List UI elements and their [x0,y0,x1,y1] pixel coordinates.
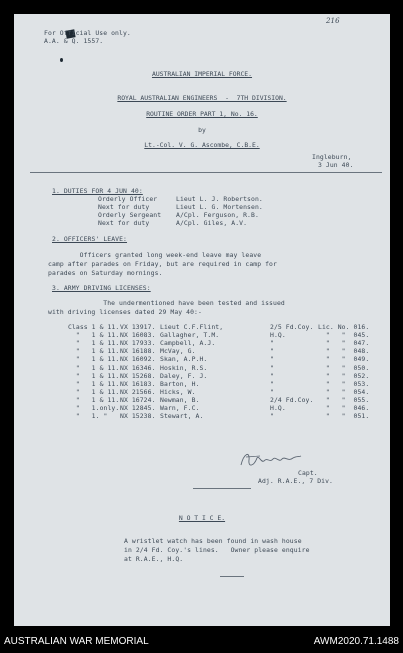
service-number: NX 17933. [120,339,156,348]
driver-unit: " [270,412,274,421]
license-class: " 1 & 11. [68,339,120,348]
end-rule [220,576,244,577]
service-number: NX 16346. [120,363,156,372]
license-number: " " 052. [318,371,370,380]
duty-role: Next for duty [98,203,150,211]
section-2-heading: 2. OFFICERS' LEAVE: [52,235,128,243]
driver-name: Daley, F. J. [160,371,208,380]
footer-credit: AUSTRALIAN WAR MEMORIAL [4,636,149,647]
driver-name: Barton, H. [160,379,200,388]
signature-title: Adj. R.A.E., 7 Div. [258,477,334,485]
license-number: " " 054. [318,387,370,396]
service-number: NX 15268. [120,371,156,380]
service-number: NX 16183. [120,379,156,388]
driver-name: McVay, G. [160,347,196,356]
separator-rule [193,488,251,489]
driver-name: Newman, B. [160,395,200,404]
duty-name: Lieut L. G. Mortensen. [176,203,263,211]
service-number: NX 12845. [120,404,156,412]
place: Ingleburn, [312,153,352,161]
file-reference: A.A. & Q. 1557. [44,37,104,45]
driver-name: Warn, F.C. [160,404,200,412]
header-rule [30,172,382,173]
driver-unit: " [270,371,274,380]
duty-role: Orderly Sergeant [98,211,162,219]
section-3-heading: 3. ARMY DRIVING LICENSES: [52,284,151,292]
document-page [14,14,390,626]
section-3-line: The undermentioned have been tested and issued [48,299,285,307]
driver-name: Gallagher, T.M. [160,331,220,340]
license-number: " " 047. [318,339,370,348]
license-class: " 1 & 11. [68,331,120,340]
driver-name: Campbell, A.J. [160,339,216,348]
order-date: 3 Jun 40. [318,161,354,169]
license-class: " 1 & 11. [68,347,120,356]
notice-line: at R.A.E., H.Q. [124,555,184,563]
signature [238,448,304,472]
driver-unit: 2/5 Fd.Coy. [270,323,314,331]
driver-unit: H.Q. [270,404,286,412]
punch-hole [60,58,63,62]
driver-name: Skan, A.P.H. [160,355,208,364]
driver-unit: " [270,339,274,348]
driver-name: Hoskin, R.S. [160,363,208,372]
service-number: NX 15238. [120,412,156,421]
license-class: " 1.only. [68,404,120,412]
footer-accession-number: AWM2020.71.1488 [313,636,399,647]
driver-unit: " [270,355,274,364]
service-number: VX 13917. [120,323,156,331]
license-number: " " 048. [318,347,370,356]
driver-name: Stewart, A. [160,412,204,421]
driver-name: Hicks, W. [160,387,196,396]
license-number: " " 050. [318,363,370,372]
duty-role: Next for duty [98,219,150,227]
service-number: NX 16188. [120,347,156,356]
notice-heading: N O T I C E. [178,514,226,522]
official-use-line: For Official Use only. [44,29,131,37]
service-number: NX 21566. [120,387,156,396]
driver-unit: " [270,387,274,396]
title-force: AUSTRALIAN IMPERIAL FORCE. [151,70,253,78]
service-number: NX 16092. [120,355,156,364]
license-number: " " 053. [318,379,370,388]
duty-name: Lieut L. J. Robertson. [176,195,263,203]
license-class: " 1 & 11. [68,355,120,364]
handwritten-note: 216 [326,17,340,25]
section-2-line: Officers granted long week-end leave may leave [48,251,262,259]
section-2-line: parades on Saturday mornings. [48,269,163,277]
license-class: Class 1 & 11. [68,323,120,331]
notice-line: in 2/4 Fd. Coy.'s lines. Owner please enquire [124,546,310,554]
license-number: " " 045. [318,331,370,340]
license-class: " 1. " [68,412,108,421]
driver-unit: " [270,363,274,372]
driver-unit: 2/4 Fd.Coy. [270,395,314,404]
license-class: " 1 & 11. [68,395,120,404]
title-order: ROUTINE ORDER PART 1, No. 16. [146,110,258,118]
footer-bar [0,632,403,653]
license-number: " " 055. [318,395,370,404]
license-class: " 1 & 11. [68,387,120,396]
service-number: NX 16724. [120,395,156,404]
driver-unit: " [270,347,274,356]
duty-name: A/Cpl. Ferguson, R.B. [176,211,259,219]
license-number: " " 046. [318,404,370,412]
driver-unit: H.Q. [270,331,286,340]
license-class: " 1 & 11. [68,371,120,380]
duty-role: Orderly Officer [98,195,158,203]
license-number: Lic. No. 016. [318,323,370,331]
title-unit: ROYAL AUSTRALIAN ENGINEERS - 7TH DIVISION. [117,94,287,102]
section-1-heading: 1. DUTIES FOR 4 JUN 40: [52,187,143,195]
license-class: " 1 & 11. [68,363,120,372]
license-number: " " 051. [318,412,370,421]
section-3-line: with driving licenses dated 29 May 40:- [48,308,202,316]
driver-name: Lieut C.F.Flint, [160,323,224,331]
duty-name: A/Cpl. Giles, A.V. [176,219,248,227]
signature-rank: Capt. [298,469,318,477]
section-2-line: camp after parades on Friday, but are required in camp for [48,260,277,268]
commander-name: Lt.-Col. V. G. Ascombe, C.B.E. [144,141,260,149]
license-number: " " 049. [318,355,370,364]
driver-unit: " [270,379,274,388]
service-number: NX 16083. [120,331,156,340]
notice-line: A wristlet watch has been found in wash house [124,537,302,545]
license-class: " 1 & 11. [68,379,120,388]
by-line: by [198,126,206,134]
